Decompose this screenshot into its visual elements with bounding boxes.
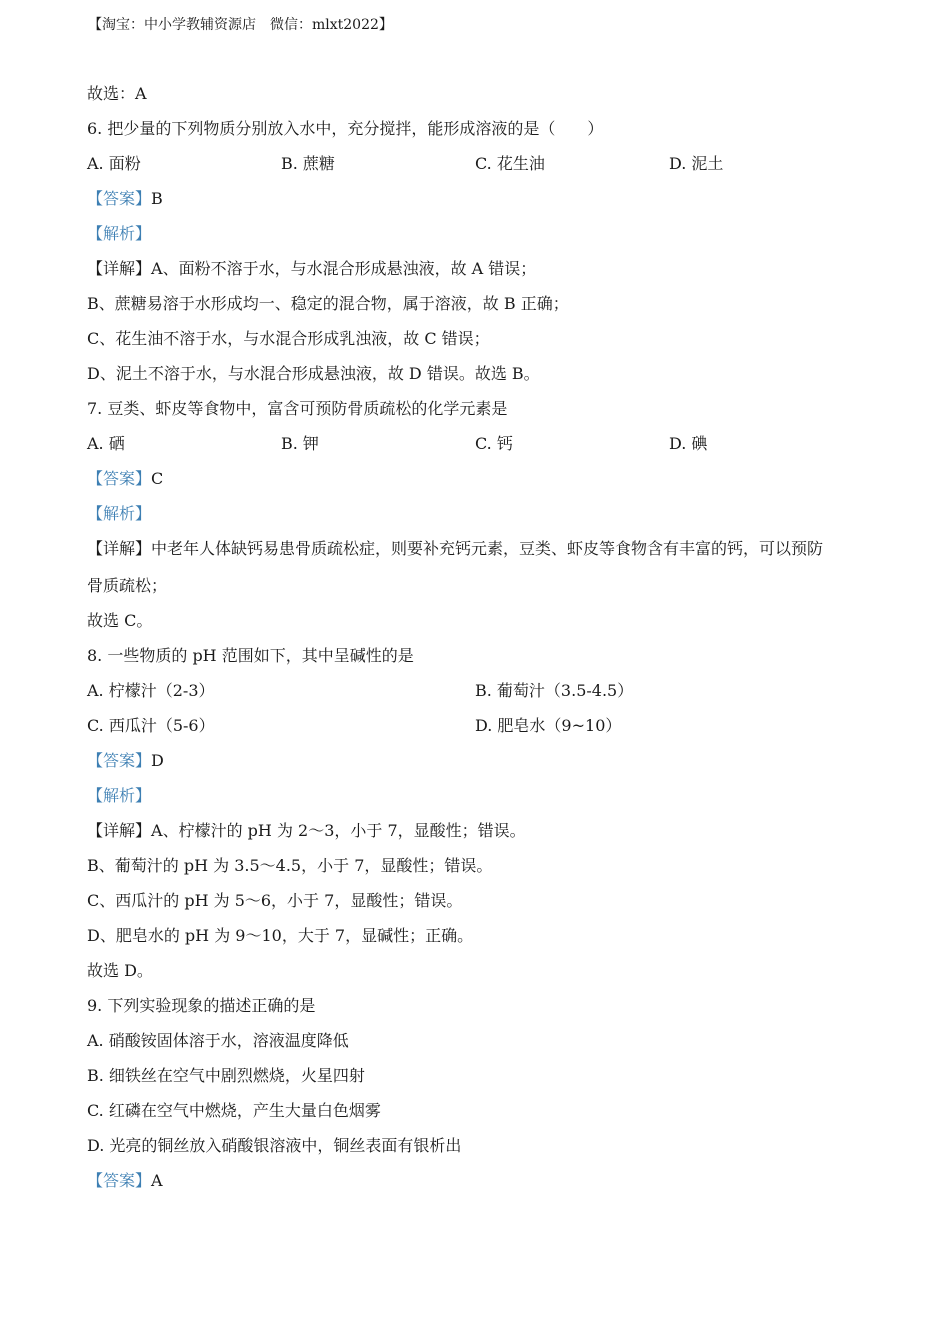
q6-analysis	[87, 221, 151, 244]
analysis-tag: 【解析】	[87, 504, 152, 523]
q6-detail-line: B、蔗糖易溶于水形成均一、稳定的混合物，属于溶液，故 B 正确；	[87, 294, 569, 313]
answer-tag: 【答案】	[87, 469, 152, 488]
q9-answer-value: A	[151, 1171, 163, 1190]
prev-choice: 故选：A	[87, 84, 147, 103]
q8-analysis	[87, 783, 151, 806]
q7-detail-text: 中老年人体缺钙易患骨质疏松症，则要补充钙元素，豆类、虾皮等食物含有丰富的钙，可以预防	[151, 539, 824, 558]
q6-detail-line	[87, 256, 536, 279]
q8-option-b: B. 葡萄汁（3.5-4.5）	[475, 681, 634, 700]
q8-option-c: C. 西瓜汁（5-6）	[87, 716, 215, 735]
answer-tag: 【答案】	[87, 189, 152, 208]
q6-detail-text: A、面粉不溶于水，与水混合形成悬浊液，故 A 错误；	[151, 259, 537, 278]
q6-option-a: A. 面粉	[87, 154, 141, 173]
q8-detail-line: B、葡萄汁的 pH 为 3.5～4.5，小于 7，显酸性；错误。	[87, 856, 493, 875]
q6-option-d: D. 泥土	[669, 154, 724, 173]
q7-detail-line: 骨质疏松；	[87, 576, 168, 595]
q8-answer-value: D	[151, 751, 164, 770]
q6-option-c: C. 花生油	[475, 154, 545, 173]
q8-stem: 8. 一些物质的 pH 范围如下，其中呈碱性的是	[87, 646, 414, 665]
q7-stem: 7. 豆类、虾皮等食物中，富含可预防骨质疏松的化学元素是	[87, 399, 508, 418]
q9-option-d: D. 光亮的铜丝放入硝酸银溶液中，铜丝表面有银析出	[87, 1136, 462, 1155]
analysis-tag: 【解析】	[87, 224, 152, 243]
q9-option-b: B. 细铁丝在空气中剧烈燃烧，火星四射	[87, 1066, 365, 1085]
q6-option-b: B. 蔗糖	[281, 154, 335, 173]
q8-detail-line: C、西瓜汁的 pH 为 5～6，小于 7，显酸性；错误。	[87, 891, 463, 910]
q7-option-b: B. 钾	[281, 434, 319, 453]
detail-tag: 【详解】	[87, 259, 152, 278]
q9-answer	[87, 1168, 163, 1191]
q7-answer	[87, 466, 163, 489]
answer-tag: 【答案】	[87, 1171, 152, 1190]
q7-detail-line	[87, 536, 823, 559]
page-header	[88, 14, 393, 34]
q6-answer-value: B	[151, 189, 163, 208]
q8-detail-line	[87, 818, 526, 841]
q7-option-c: C. 钙	[475, 434, 513, 453]
header-wechat: 微信：mlxt2022】	[270, 17, 393, 33]
q7-analysis	[87, 501, 151, 524]
header-shop: 【淘宝：中小学教辅资源店	[88, 17, 256, 33]
q8-detail-line: 故选 D。	[87, 961, 153, 980]
q6-detail-line: D、泥土不溶于水，与水混合形成悬浊液，故 D 错误。故选 B。	[87, 364, 540, 383]
q8-detail-line: D、肥皂水的 pH 为 9～10，大于 7，显碱性；正确。	[87, 926, 474, 945]
q6-stem: 6. 把少量的下列物质分别放入水中，充分搅拌，能形成溶液的是（ ）	[87, 119, 604, 138]
q9-stem: 9. 下列实验现象的描述正确的是	[87, 996, 316, 1015]
q7-detail-line: 故选 C。	[87, 611, 153, 630]
q8-answer	[87, 748, 164, 771]
analysis-tag: 【解析】	[87, 786, 152, 805]
answer-tag: 【答案】	[87, 751, 152, 770]
q9-option-c: C. 红磷在空气中燃烧，产生大量白色烟雾	[87, 1101, 381, 1120]
q8-option-d: D. 肥皂水（9~10）	[475, 716, 622, 735]
q6-detail-line: C、花生油不溶于水，与水混合形成乳浊液，故 C 错误；	[87, 329, 490, 348]
detail-tag: 【详解】	[87, 821, 152, 840]
detail-tag: 【详解】	[87, 539, 152, 558]
q9-option-a: A. 硝酸铵固体溶于水，溶液温度降低	[87, 1031, 349, 1050]
q6-answer	[87, 186, 163, 209]
q7-option-d: D. 碘	[669, 434, 708, 453]
q8-detail-text: A、柠檬汁的 pH 为 2～3，小于 7，显酸性；错误。	[151, 821, 526, 840]
q7-option-a: A. 硒	[87, 434, 125, 453]
q8-option-a: A. 柠檬汁（2-3）	[87, 681, 215, 700]
q7-answer-value: C	[151, 469, 164, 488]
